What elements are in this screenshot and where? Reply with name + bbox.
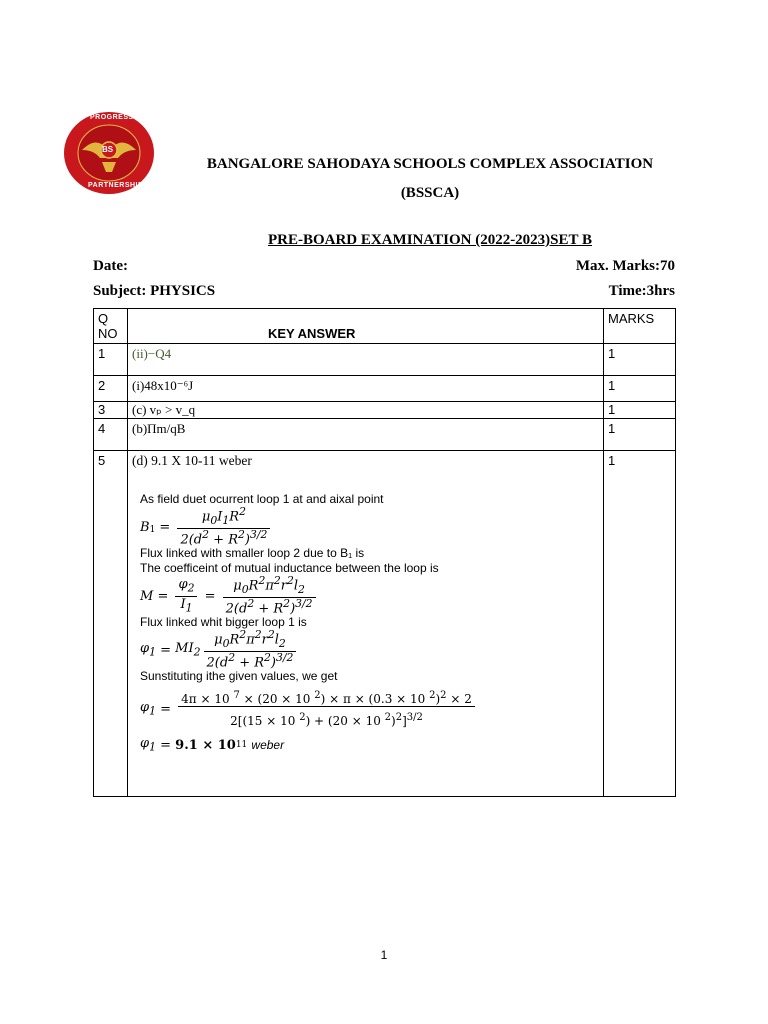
organization-name: BANGALORE SAHODAYA SCHOOLS COMPLEX ASSOCIATION [206, 156, 654, 172]
answer-key-table [93, 308, 676, 797]
table-row [94, 419, 676, 451]
row-answer: (d) 9.1 X 10-11 weber [132, 453, 252, 468]
logo-text-top: PROGRESSIVE [90, 114, 147, 121]
school-logo [62, 110, 156, 196]
equation-mutual-inductance: M = $\frac{\varphi_2}{I_1}$ = $\frac{\mu_0R^2\pi^2r^2l_2}{2(d^2 + R^2)^{3/2}}$ [140, 577, 599, 615]
row-answer: (i)48x10⁻⁶J [128, 376, 604, 402]
row-marks: 1 [604, 402, 676, 419]
header-key-answer: KEY ANSWER [128, 309, 604, 344]
equation-result: $\varphi_1$ = 9.1 × 10 11 weber [140, 735, 285, 754]
logo-initials: BS [102, 145, 114, 154]
logo-text-bottom: PARTNERSHIP [88, 182, 144, 189]
solution-line: The coefficeint of mutual inductance between the loop is [140, 561, 439, 575]
table-row [94, 402, 676, 419]
table-row [94, 451, 676, 797]
equation-b1: B 1 = $\frac{\mu_0I_1R^2}{2(d^2 + R^2)^{3/2}}$ [140, 508, 599, 546]
row-qno: 5 [94, 451, 128, 797]
row-marks: 1 [604, 376, 676, 402]
equation-substitution: $\varphi_1$ = $\frac{4\pi \times 10 ^7 \times (20 \times 10 ^2) \times \pi \times (0.3 \times 10 ^2)^2 \times 2}{2[(15 \times 10 ^2) + (20 \times 10 ^2)^2]^{3/2}}$ [140, 685, 599, 733]
solution-line: Flux linked whit bigger loop 1 is [140, 615, 307, 629]
table-row [94, 376, 676, 402]
row-marks: 1 [604, 451, 676, 797]
row-answer: (b)Πm/qB [128, 419, 604, 451]
page-number: 1 [380, 948, 388, 962]
row-qno: 4 [94, 419, 128, 451]
row-qno: 2 [94, 376, 128, 402]
solution-line: Sunstituting ithe given values, we get [140, 669, 338, 683]
solution-block [132, 493, 599, 757]
organization-abbreviation: (BSSCA) [400, 185, 460, 201]
header-qno-line1: Q [98, 311, 109, 326]
row-answer: (ii)−Q4 [128, 344, 604, 376]
subject-label: Subject: PHYSICS [93, 283, 216, 299]
row-qno: 1 [94, 344, 128, 376]
row-marks: 1 [604, 344, 676, 376]
solution-line: As field duet ocurrent loop 1 at and aixal point [140, 492, 384, 506]
row-marks: 1 [604, 419, 676, 451]
date-label: Date: [93, 258, 128, 274]
equation-flux-phi1: $\varphi_1$ = $MI_2$ $\frac{\mu_0R^2\pi^2r^2l_2}{2(d^2 + R^2)^{3/2}}$ [140, 631, 599, 669]
row-answer-with-solution [128, 451, 604, 797]
table-header-row [94, 309, 676, 344]
table-row [94, 344, 676, 376]
header-marks: MARKS [604, 309, 676, 344]
result-unit: weber [251, 738, 285, 752]
row-qno: 3 [94, 402, 128, 419]
row-answer: (c) vₚ > v_q [128, 402, 604, 419]
header-qno-line2: NO [98, 326, 118, 341]
solution-line: Flux linked with smaller loop 2 due to B₁ is [140, 546, 365, 560]
exam-title: PRE-BOARD EXAMINATION (2022-2023)SET B [267, 232, 593, 248]
header-qno [94, 309, 128, 344]
time-label: Time:3hrs [608, 283, 675, 299]
max-marks: Max. Marks:70 [575, 258, 675, 274]
